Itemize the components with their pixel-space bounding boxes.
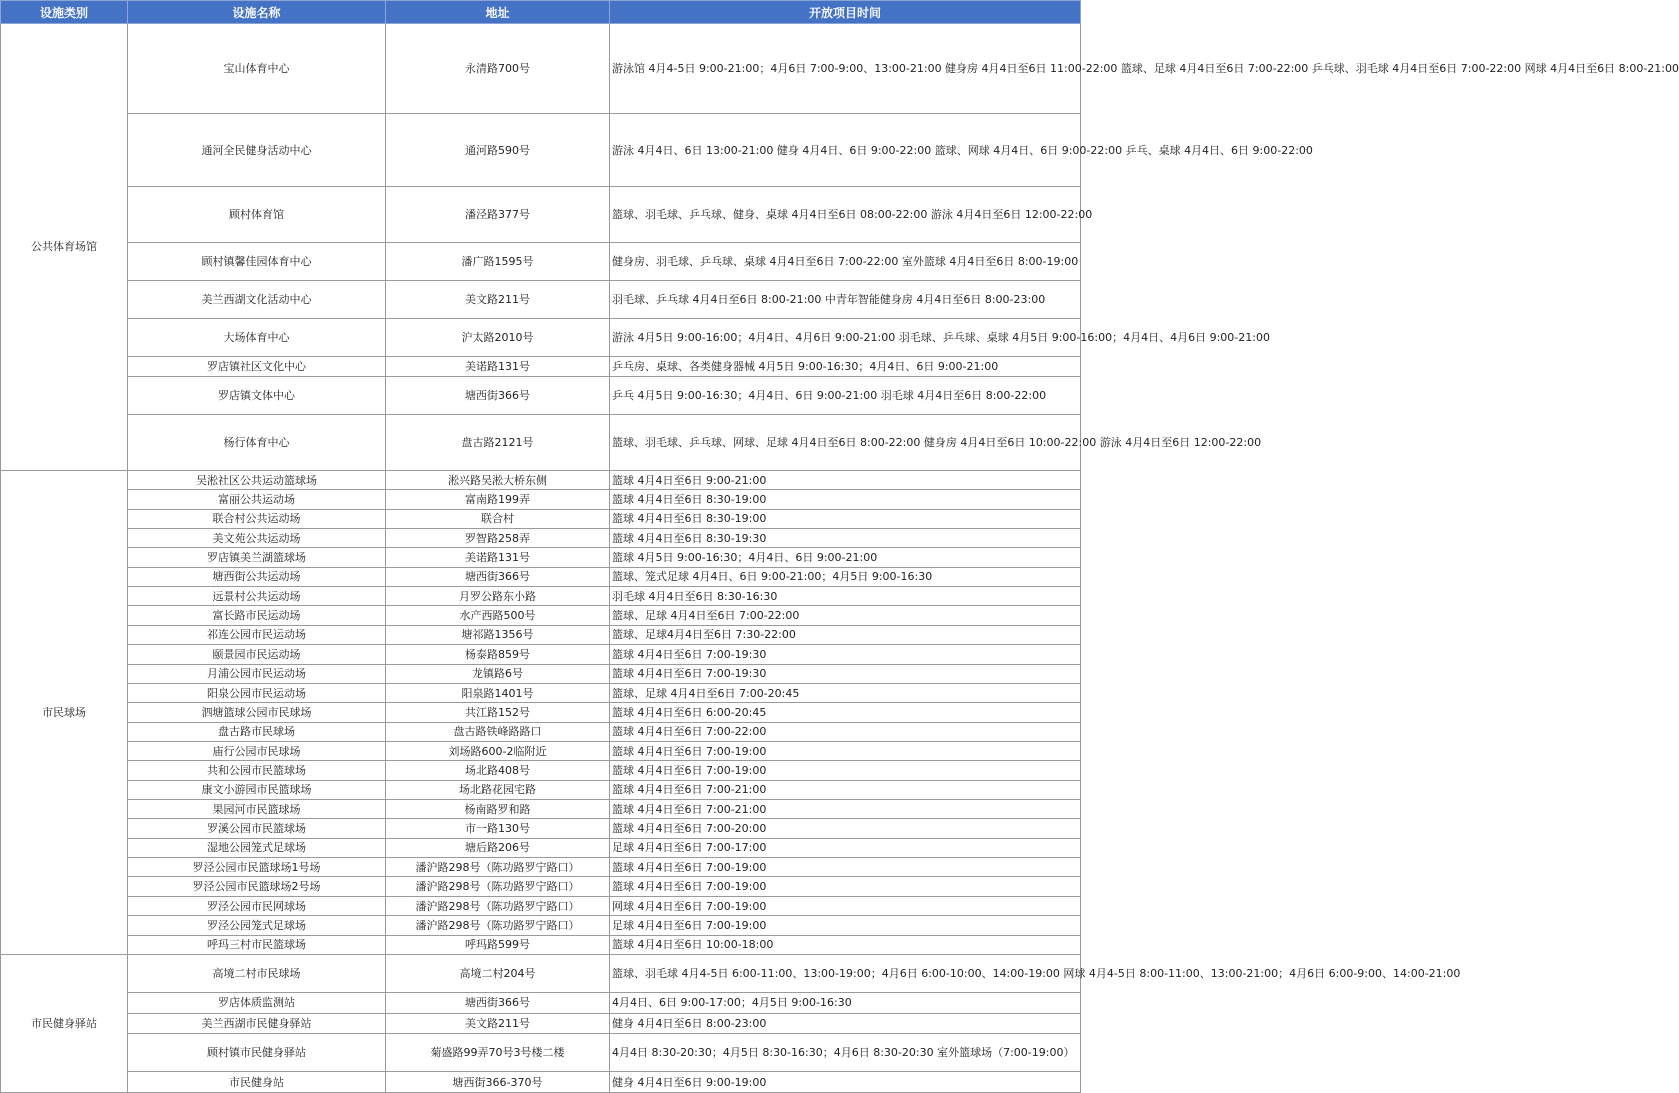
- open-hours-cell: 健身 4月4日至6日 8:00-23:00: [610, 1013, 1081, 1034]
- address-cell: 盘古路2121号: [386, 415, 610, 470]
- address-cell: 塘后路206号: [386, 838, 610, 857]
- table-row: [1, 993, 1081, 1014]
- address-cell: 美文路211号: [386, 1013, 610, 1034]
- address-cell: 呼玛路599号: [386, 935, 610, 954]
- open-hours-cell: 游泳 4月5日 9:00-16:00；4月4日、4月6日 9:00-21:00 羽毛球、乒乓球、桌球 4月5日 9:00-16:00；4月4日、4月6日 9:00-21:00: [610, 318, 1081, 356]
- open-hours-cell: 篮球 4月4日至6日 7:00-22:00: [610, 722, 1081, 741]
- open-hours-cell: 篮球 4月4日至6日 7:00-20:00: [610, 819, 1081, 838]
- table-row: [1, 664, 1081, 683]
- open-hours-cell: 篮球 4月4日至6日 8:30-19:00: [610, 509, 1081, 528]
- table-row: [1, 761, 1081, 780]
- facility-name-cell: 庙行公园市民球场: [128, 741, 386, 760]
- open-hours-cell: 游泳馆 4月4-5日 9:00-21:00；4月6日 7:00-9:00、13:00-21:00 健身房 4月4日至6日 11:00-22:00 篮球、足球 4月4日至6日 7:00-22:00 乒乓球、羽毛球 4月4日至6日 7:00-22:00 网球 4月4日至6日 8:00-21:00: [610, 24, 1081, 114]
- address-cell: 潘广路1595号: [386, 242, 610, 280]
- facility-name-cell: 美兰西湖文化活动中心: [128, 280, 386, 318]
- open-hours-cell: 篮球、足球 4月4日至6日 7:00-22:00: [610, 606, 1081, 625]
- open-hours-cell: 篮球 4月4日至6日 7:00-19:00: [610, 741, 1081, 760]
- table-row: [1, 858, 1081, 877]
- address-cell: 盘古路铁峰路路口: [386, 722, 610, 741]
- facility-name-cell: 康文小游园市民篮球场: [128, 780, 386, 799]
- table-row: [1, 703, 1081, 722]
- table-row: [1, 606, 1081, 625]
- address-cell: 龙镇路6号: [386, 664, 610, 683]
- address-cell: 场北路花园宅路: [386, 780, 610, 799]
- facility-name-cell: 罗店镇文体中心: [128, 377, 386, 415]
- facility-name-cell: 富丽公共运动场: [128, 490, 386, 509]
- facility-name-cell: 顾村镇馨佳园体育中心: [128, 242, 386, 280]
- open-hours-cell: 4月4日 8:30-20:30；4月5日 8:30-16:30；4月6日 8:30-20:30 室外篮球场（7:00-19:00）: [610, 1034, 1081, 1072]
- open-hours-cell: 篮球、笼式足球 4月4日、6日 9:00-21:00；4月5日 9:00-16:30: [610, 567, 1081, 586]
- open-hours-cell: 篮球、羽毛球、乒乓球、健身、桌球 4月4日至6日 08:00-22:00 游泳 4月4日至6日 12:00-22:00: [610, 187, 1081, 242]
- address-cell: 杨南路罗和路: [386, 800, 610, 819]
- open-hours-cell: 足球 4月4日至6日 7:00-19:00: [610, 916, 1081, 935]
- address-cell: 淞兴路吴淞大桥东侧: [386, 470, 610, 489]
- address-cell: 美诺路131号: [386, 356, 610, 377]
- facility-name-cell: 联合村公共运动场: [128, 509, 386, 528]
- table-row: [1, 567, 1081, 586]
- facility-name-cell: 市民健身站: [128, 1072, 386, 1093]
- table-row: [1, 114, 1081, 187]
- open-hours-cell: 羽毛球、乒乓球 4月4日至6日 8:00-21:00 中青年智能健身房 4月4日至6日 8:00-23:00: [610, 280, 1081, 318]
- table-row: [1, 356, 1081, 377]
- address-cell: 潘沪路298号（陈功路罗宁路口）: [386, 896, 610, 915]
- facility-name-cell: 罗泾公园市民篮球场1号场: [128, 858, 386, 877]
- address-cell: 富南路199弄: [386, 490, 610, 509]
- facility-name-cell: 罗溪公园市民篮球场: [128, 819, 386, 838]
- open-hours-cell: 篮球 4月4日至6日 7:00-19:30: [610, 645, 1081, 664]
- address-cell: 潘沪路298号（陈功路罗宁路口）: [386, 858, 610, 877]
- category-cell: 市民健身驿站: [1, 954, 128, 1092]
- address-cell: 场北路408号: [386, 761, 610, 780]
- facility-name-cell: 吴淞社区公共运动篮球场: [128, 470, 386, 489]
- facility-name-cell: 罗泾公园市民篮球场2号场: [128, 877, 386, 896]
- open-hours-cell: 乒乓房、桌球、各类健身器械 4月5日 9:00-16:30；4月4日、6日 9:00-21:00: [610, 356, 1081, 377]
- table-row: [1, 954, 1081, 992]
- table-row: [1, 587, 1081, 606]
- table-row: [1, 877, 1081, 896]
- table-row: [1, 377, 1081, 415]
- open-hours-cell: 乒乓 4月5日 9:00-16:30；4月4日、6日 9:00-21:00 羽毛球 4月4日至6日 8:00-22:00: [610, 377, 1081, 415]
- facility-name-cell: 宝山体育中心: [128, 24, 386, 114]
- header-category: 设施类别: [1, 1, 128, 24]
- facility-name-cell: 高境二村市民球场: [128, 954, 386, 992]
- table-row: [1, 645, 1081, 664]
- open-hours-cell: 篮球、羽毛球 4月4-5日 6:00-11:00、13:00-19:00；4月6日 6:00-10:00、14:00-19:00 网球 4月4-5日 8:00-11:00、13:00-21:00；4月6日 6:00-9:00、14:00-21:00: [610, 954, 1081, 992]
- address-cell: 通河路590号: [386, 114, 610, 187]
- table-row: [1, 1072, 1081, 1093]
- open-hours-cell: 足球 4月4日至6日 7:00-17:00: [610, 838, 1081, 857]
- facility-name-cell: 呼玛三村市民篮球场: [128, 935, 386, 954]
- address-cell: 共江路152号: [386, 703, 610, 722]
- open-hours-cell: 篮球 4月4日至6日 8:30-19:00: [610, 490, 1081, 509]
- table-row: [1, 24, 1081, 114]
- facility-name-cell: 罗泾公园市民网球场: [128, 896, 386, 915]
- facility-name-cell: 月浦公园市民运动场: [128, 664, 386, 683]
- facility-name-cell: 共和公园市民篮球场: [128, 761, 386, 780]
- facility-name-cell: 颐景园市民运动场: [128, 645, 386, 664]
- open-hours-cell: 游泳 4月4日、6日 13:00-21:00 健身 4月4日、6日 9:00-22:00 篮球、网球 4月4日、6日 9:00-22:00 乒乓、桌球 4月4日、6日 9:00-22:00: [610, 114, 1081, 187]
- table-row: [1, 490, 1081, 509]
- facility-name-cell: 罗店体质监测站: [128, 993, 386, 1014]
- facility-name-cell: 盘古路市民球场: [128, 722, 386, 741]
- table-row: [1, 509, 1081, 528]
- open-hours-cell: 篮球 4月4日至6日 6:00-20:45: [610, 703, 1081, 722]
- table-row: [1, 800, 1081, 819]
- table-row: [1, 896, 1081, 915]
- address-cell: 美诺路131号: [386, 548, 610, 567]
- table-row: [1, 529, 1081, 548]
- table-row: [1, 318, 1081, 356]
- address-cell: 刘场路600-2临附近: [386, 741, 610, 760]
- table-row: [1, 741, 1081, 760]
- open-hours-cell: 篮球 4月4日至6日 8:30-19:30: [610, 529, 1081, 548]
- table-row: [1, 1034, 1081, 1072]
- facility-name-cell: 罗店镇美兰湖篮球场: [128, 548, 386, 567]
- open-hours-cell: 健身房、羽毛球、乒乓球、桌球 4月4日至6日 7:00-22:00 室外篮球 4月4日至6日 8:00-19:00: [610, 242, 1081, 280]
- table-row: [1, 1013, 1081, 1034]
- table-row: [1, 683, 1081, 702]
- address-cell: 永清路700号: [386, 24, 610, 114]
- facility-name-cell: 顾村镇市民健身驿站: [128, 1034, 386, 1072]
- address-cell: 阳泉路1401号: [386, 683, 610, 702]
- facility-name-cell: 塘西街公共运动场: [128, 567, 386, 586]
- facility-name-cell: 杨行体育中心: [128, 415, 386, 470]
- facility-name-cell: 湿地公园笼式足球场: [128, 838, 386, 857]
- facility-name-cell: 顾村体育馆: [128, 187, 386, 242]
- table-row: [1, 548, 1081, 567]
- address-cell: 美文路211号: [386, 280, 610, 318]
- address-cell: 杨泰路859号: [386, 645, 610, 664]
- facility-name-cell: 泗塘篮球公园市民球场: [128, 703, 386, 722]
- table-row: [1, 625, 1081, 644]
- facility-name-cell: 大场体育中心: [128, 318, 386, 356]
- address-cell: 高境二村204号: [386, 954, 610, 992]
- address-cell: 塘西街366号: [386, 567, 610, 586]
- open-hours-cell: 篮球 4月5日 9:00-16:30；4月4日、6日 9:00-21:00: [610, 548, 1081, 567]
- table-row: [1, 916, 1081, 935]
- open-hours-cell: 篮球 4月4日至6日 7:00-19:00: [610, 858, 1081, 877]
- address-cell: 月罗公路东小路: [386, 587, 610, 606]
- open-hours-cell: 篮球 4月4日至6日 10:00-18:00: [610, 935, 1081, 954]
- address-cell: 潘泾路377号: [386, 187, 610, 242]
- header-row: [1, 1, 1081, 24]
- open-hours-cell: 篮球 4月4日至6日 7:00-19:00: [610, 877, 1081, 896]
- table-row: [1, 470, 1081, 489]
- table-row: [1, 935, 1081, 954]
- address-cell: 塘西街366-370号: [386, 1072, 610, 1093]
- facility-name-cell: 祁连公园市民运动场: [128, 625, 386, 644]
- table-row: [1, 819, 1081, 838]
- facility-name-cell: 果园河市民篮球场: [128, 800, 386, 819]
- table-body: [1, 24, 1679, 1093]
- table-row: [1, 722, 1081, 741]
- open-hours-cell: 篮球 4月4日至6日 7:00-19:00: [610, 761, 1081, 780]
- address-cell: 塘西街366号: [386, 993, 610, 1014]
- table-row: [1, 242, 1081, 280]
- address-cell: 水产西路500号: [386, 606, 610, 625]
- open-hours-cell: 篮球、足球 4月4日至6日 7:00-20:45: [610, 683, 1081, 702]
- facility-name-cell: 美兰西湖市民健身驿站: [128, 1013, 386, 1034]
- address-cell: 潘沪路298号（陈功路罗宁路口）: [386, 916, 610, 935]
- table-row: [1, 838, 1081, 857]
- table-row: [1, 415, 1081, 470]
- facility-name-cell: 美文苑公共运动场: [128, 529, 386, 548]
- facility-name-cell: 阳泉公园市民运动场: [128, 683, 386, 702]
- category-cell: 市民球场: [1, 470, 128, 954]
- open-hours-cell: 篮球 4月4日至6日 9:00-21:00: [610, 470, 1081, 489]
- address-cell: 沪太路2010号: [386, 318, 610, 356]
- open-hours-cell: 健身 4月4日至6日 9:00-19:00: [610, 1072, 1081, 1093]
- facility-name-cell: 通河全民健身活动中心: [128, 114, 386, 187]
- open-hours-cell: 篮球 4月4日至6日 7:00-21:00: [610, 800, 1081, 819]
- address-cell: 潘沪路298号（陈功路罗宁路口）: [386, 877, 610, 896]
- facility-name-cell: 富长路市民运动场: [128, 606, 386, 625]
- table-row: [1, 780, 1081, 799]
- open-hours-cell: 篮球、羽毛球、乒乓球、网球、足球 4月4日至6日 8:00-22:00 健身房 4月4日至6日 10:00-22:00 游泳 4月4日至6日 12:00-22:00: [610, 415, 1081, 470]
- address-cell: 罗智路258弄: [386, 529, 610, 548]
- open-hours-cell: 篮球、足球4月4日至6日 7:30-22:00: [610, 625, 1081, 644]
- open-hours-cell: 篮球 4月4日至6日 7:00-21:00: [610, 780, 1081, 799]
- address-cell: 菊盛路99弄70号3号楼二楼: [386, 1034, 610, 1072]
- category-cell: 公共体育场馆: [1, 24, 128, 471]
- address-cell: 联合村: [386, 509, 610, 528]
- open-hours-cell: 羽毛球 4月4日至6日 8:30-16:30: [610, 587, 1081, 606]
- open-hours-cell: 4月4日、6日 9:00-17:00；4月5日 9:00-16:30: [610, 993, 1081, 1014]
- address-cell: 市一路130号: [386, 819, 610, 838]
- facility-name-cell: 罗店镇社区文化中心: [128, 356, 386, 377]
- address-cell: 塘西街366号: [386, 377, 610, 415]
- header-open-hours: 开放项目时间: [610, 1, 1081, 24]
- facility-name-cell: 远景村公共运动场: [128, 587, 386, 606]
- header-address: 地址: [386, 1, 610, 24]
- open-hours-cell: 网球 4月4日至6日 7:00-19:00: [610, 896, 1081, 915]
- table-row: [1, 187, 1081, 242]
- address-cell: 塘祁路1356号: [386, 625, 610, 644]
- open-hours-cell: 篮球 4月4日至6日 7:00-19:30: [610, 664, 1081, 683]
- table-row: [1, 280, 1081, 318]
- facility-name-cell: 罗泾公园笼式足球场: [128, 916, 386, 935]
- header-facility-name: 设施名称: [128, 1, 386, 24]
